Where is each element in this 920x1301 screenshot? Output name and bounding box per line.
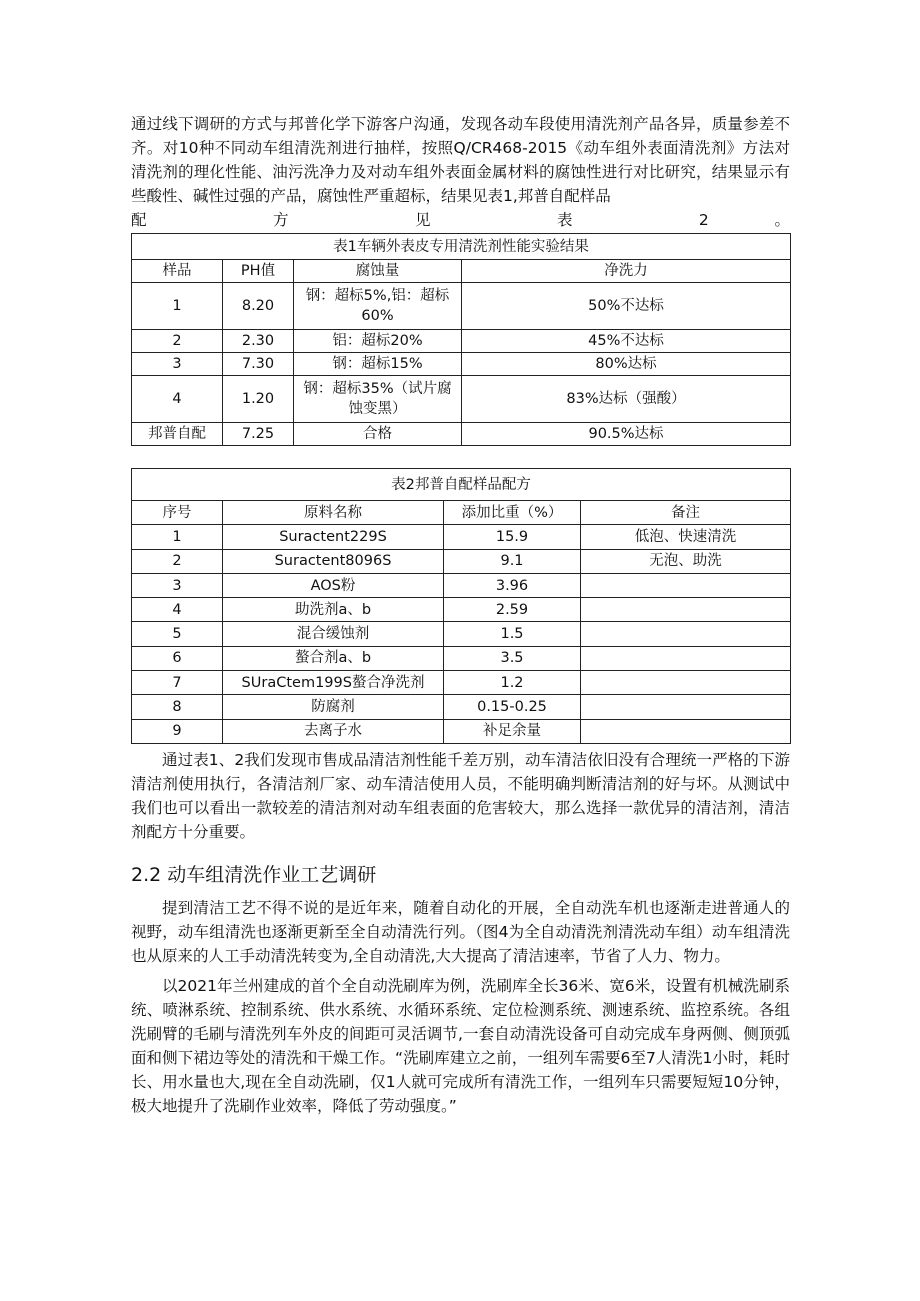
ratio-cell: 9.1: [444, 549, 581, 573]
no-cell: 6: [132, 646, 223, 670]
cleaning-cell: 45%不达标: [462, 330, 791, 353]
table-1-header: PH值: [223, 260, 294, 283]
no-cell: 4: [132, 598, 223, 622]
no-cell: 3: [132, 573, 223, 597]
table-row: [132, 671, 791, 695]
section-heading: 2.2 动车组清洗作业工艺调研: [131, 863, 377, 886]
note-cell: [581, 719, 791, 743]
ratio-cell: 1.2: [444, 671, 581, 695]
note-cell: 低泡、快速清洗: [581, 525, 791, 549]
table-row: [132, 330, 791, 353]
no-cell: 5: [132, 622, 223, 646]
ph-cell: 1.20: [223, 376, 294, 423]
section-paragraph-2: 以2021年兰州建成的首个全自动洗刷库为例，洗刷库全长36米、宽6米，设置有机械洗刷系统、喷淋系统、控制系统、供水系统、水循环系统、定位检测系统、测速系统、监控系统。各组洗刷臂的毛刷与清洗列车外皮的间距可灵活调节,一套自动清洗设备可自动完成车身两侧、侧顶弧面和侧下裙边等处的清洗和干燥工作。“洗刷库建立之前，一组列车需要6至7人清洗1小时，耗时长、用水量也大,现在全自动洗刷，仅1人就可完成所有清洗工作，一组列车只需要短短10分钟，极大地提升了洗刷作业效率，降低了劳动强度。”: [131, 976, 790, 1115]
table-2-caption: 表2邦普自配样品配方: [132, 469, 791, 501]
material-cell: Suractent229S: [223, 525, 444, 549]
note-cell: [581, 622, 791, 646]
ph-cell: 7.30: [223, 353, 294, 376]
note-cell: 无泡、助洗: [581, 549, 791, 573]
section-paragraph-1: 提到清洁工艺不得不说的是近年来，随着自动化的开展，全自动洗车机也逐渐走进普通人的视野，动车组清洗也逐渐更新至全自动清洗行列。（图4为全自动清洗剂清洗动车组）动车组清洗也从原来的人工手动清洗转变为,全自动清洗,大大提高了清洁速率，节省了人力、物力。: [131, 898, 790, 965]
table-2-header: 序号: [132, 501, 223, 525]
corrosion-cell: 钢：超标15%: [294, 353, 462, 376]
corrosion-cell: 钢：超标35%（试片腐蚀变黑）: [294, 376, 462, 423]
material-cell: 混合缓蚀剂: [223, 622, 444, 646]
table-1-header: 样品: [132, 260, 223, 283]
ratio-cell: 3.96: [444, 573, 581, 597]
table-row: [132, 646, 791, 670]
material-cell: SUraCtem199S螯合净洗剂: [223, 671, 444, 695]
corrosion-cell: 钢：超标5%,铝：超标60%: [294, 283, 462, 330]
no-cell: 9: [132, 719, 223, 743]
table-row: [132, 525, 791, 549]
cleaning-cell: 80%达标: [462, 353, 791, 376]
corrosion-cell: 铝：超标20%: [294, 330, 462, 353]
intro-paragraph-last-line: 配 方 见 表 2 。: [131, 211, 790, 229]
note-cell: [581, 671, 791, 695]
ph-cell: 8.20: [223, 283, 294, 330]
ratio-cell: 15.9: [444, 525, 581, 549]
table-row: [132, 573, 791, 597]
table-row: [132, 695, 791, 719]
table-2-header: 添加比重（%）: [444, 501, 581, 525]
document-page: [131, 112, 790, 1118]
table-1-caption: 表1车辆外表皮专用清洗剂性能实验结果: [132, 234, 791, 260]
note-cell: [581, 598, 791, 622]
cleaning-cell: 83%达标（强酸）: [462, 376, 791, 423]
cleaning-cell: 90.5%达标: [462, 423, 791, 446]
table-row: [132, 423, 791, 446]
table-row: [132, 622, 791, 646]
material-cell: 防腐剂: [223, 695, 444, 719]
summary-paragraph: 通过表1、2我们发现市售成品清洁剂性能千差万别，动车清洁依旧没有合理统一严格的下游清洁剂使用执行，各清洁剂厂家、动车清洁使用人员，不能明确判断清洁剂的好与坏。从测试中我们也可以看出一款较差的清洁剂对动车组表面的危害较大，那么选择一款优异的清洁剂，清洁剂配方十分重要。: [131, 750, 790, 841]
table-row: [132, 376, 791, 423]
table-row: [132, 283, 791, 330]
no-cell: 1: [132, 525, 223, 549]
table-row: [132, 549, 791, 573]
table-2: [131, 468, 791, 744]
sample-cell: 邦普自配: [132, 423, 223, 446]
material-cell: Suractent8096S: [223, 549, 444, 573]
ph-cell: 2.30: [223, 330, 294, 353]
table-1-header: 腐蚀量: [294, 260, 462, 283]
sample-cell: 4: [132, 376, 223, 423]
table-1-header: 净洗力: [462, 260, 791, 283]
intro-paragraph: 通过线下调研的方式与邦普化学下游客户沟通，发现各动车段使用清洗剂产品各异，质量参差不齐。对10种不同动车组清洗剂进行抽样，按照Q/CR468-2015《动车组外表面清洗剂》方法对清洗剂的理化性能、油污洗净力及对动车组外表面金属材料的腐蚀性进行对比研究，结果显示有些酸性、碱性过强的产品，腐蚀性严重超标，结果见表1,邦普自配样品: [131, 115, 790, 205]
ratio-cell: 补足余量: [444, 719, 581, 743]
note-cell: [581, 573, 791, 597]
ratio-cell: 3.5: [444, 646, 581, 670]
table-2-header: 备注: [581, 501, 791, 525]
no-cell: 8: [132, 695, 223, 719]
ratio-cell: 2.59: [444, 598, 581, 622]
material-cell: 去离子水: [223, 719, 444, 743]
ratio-cell: 0.15-0.25: [444, 695, 581, 719]
corrosion-cell: 合格: [294, 423, 462, 446]
table-row: [132, 353, 791, 376]
material-cell: 螯合剂a、b: [223, 646, 444, 670]
sample-cell: 2: [132, 330, 223, 353]
note-cell: [581, 695, 791, 719]
table-row: [132, 598, 791, 622]
material-cell: AOS粉: [223, 573, 444, 597]
table-row: [132, 719, 791, 743]
ratio-cell: 1.5: [444, 622, 581, 646]
cleaning-cell: 50%不达标: [462, 283, 791, 330]
no-cell: 2: [132, 549, 223, 573]
sample-cell: 3: [132, 353, 223, 376]
no-cell: 7: [132, 671, 223, 695]
ph-cell: 7.25: [223, 423, 294, 446]
table-2-header: 原料名称: [223, 501, 444, 525]
note-cell: [581, 646, 791, 670]
material-cell: 助洗剂a、b: [223, 598, 444, 622]
table-1: [131, 233, 791, 446]
sample-cell: 1: [132, 283, 223, 330]
